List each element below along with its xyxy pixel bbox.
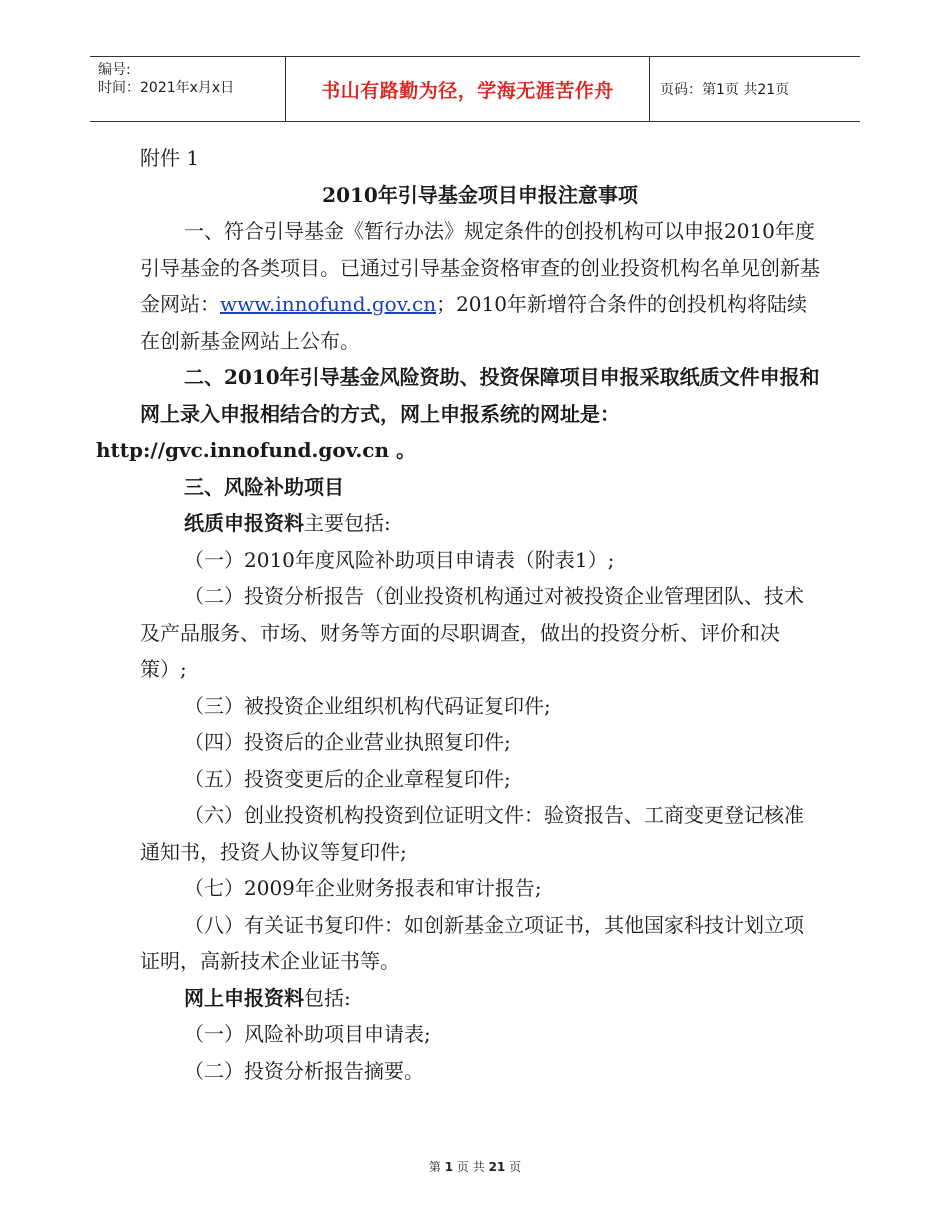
- footer-total-pages: 21: [488, 1160, 506, 1174]
- header-page-info: 页码：第1页 共21页: [660, 82, 790, 98]
- paragraph-eligibility: [140, 213, 820, 359]
- footer-text: 第: [428, 1160, 441, 1174]
- paper-materials-label: 纸质申报资料: [184, 511, 304, 535]
- list-item: （一）风险补助项目申请表;: [184, 1022, 431, 1046]
- doc-time-label: 时间：2021年x月x日: [98, 80, 235, 96]
- header-meta: [90, 57, 285, 121]
- paper-materials-heading: [140, 505, 820, 542]
- header-motto: 书山有路勤为径，学海无涯苦作舟: [285, 57, 650, 121]
- list-item: （五）投资变更后的企业章程复印件;: [184, 766, 511, 791]
- list-item: （七）2009年企业财务报表和审计报告;: [184, 876, 542, 900]
- section-heading-risk-subsidy: 三、风险补助项目: [184, 474, 344, 499]
- page-footer: [0, 1158, 950, 1175]
- innofund-link[interactable]: www.innofund.gov.cn: [220, 292, 437, 316]
- footer-text: 页: [509, 1160, 522, 1174]
- document-body: [96, 140, 820, 1089]
- online-system-url: http://gvc.innofund.gov.cn 。: [96, 438, 416, 462]
- paper-materials-tail: 主要包括:: [304, 511, 391, 535]
- footer-page-number: 1: [444, 1160, 454, 1174]
- paragraph-text: ；2010年新增符合条件的创投机构将陆续在创新基金网站上公布。: [140, 292, 807, 353]
- doc-number-label: 编号:: [98, 62, 131, 78]
- document-title: 2010年引导基金项目申报注意事项: [322, 182, 638, 207]
- paragraph-submission-method: [96, 359, 820, 469]
- online-materials-tail: 包括:: [304, 985, 351, 1010]
- list-item: （四）投资后的企业营业执照复印件;: [184, 730, 511, 754]
- page-header: [90, 56, 860, 122]
- online-materials-label: 网上申报资料: [184, 985, 304, 1010]
- list-item: （二）投资分析报告（创业投资机构通过对被投资企业管理团队、技术及产品服务、市场、财务等方面的尽职调查，做出的投资分析、评价和决策）;: [140, 584, 804, 681]
- list-item: （六）创业投资机构投资到位证明文件：验资报告、工商变更登记核准通知书，投资人协议等复印件;: [140, 803, 804, 864]
- list-item: （八）有关证书复印件：如创新基金立项证书，其他国家科技计划立项证明，高新技术企业证书等。: [140, 912, 804, 973]
- paragraph-text: 二、2010年引导基金风险资助、投资保障项目申报采取纸质文件申报和网上录入申报相结合的方式，网上申报系统的网址是：: [140, 365, 820, 426]
- list-item: （一）2010年度风险补助项目申请表（附表1）;: [184, 547, 615, 572]
- footer-text: 页 共: [456, 1160, 485, 1174]
- list-item: （二）投资分析报告摘要。: [184, 1058, 424, 1083]
- paragraph-text: 一、符合引导基金《暂行办法》规定条件的创投机构可以申报2010年度引导基金的各类项目。已通过引导基金资格审查的创业投资机构名单见创新基金网站：: [140, 219, 820, 316]
- online-materials-heading: [140, 980, 820, 1017]
- list-item: （三）被投资企业组织机构代码证复印件;: [184, 693, 551, 718]
- attachment-label: 附件 1: [140, 146, 200, 170]
